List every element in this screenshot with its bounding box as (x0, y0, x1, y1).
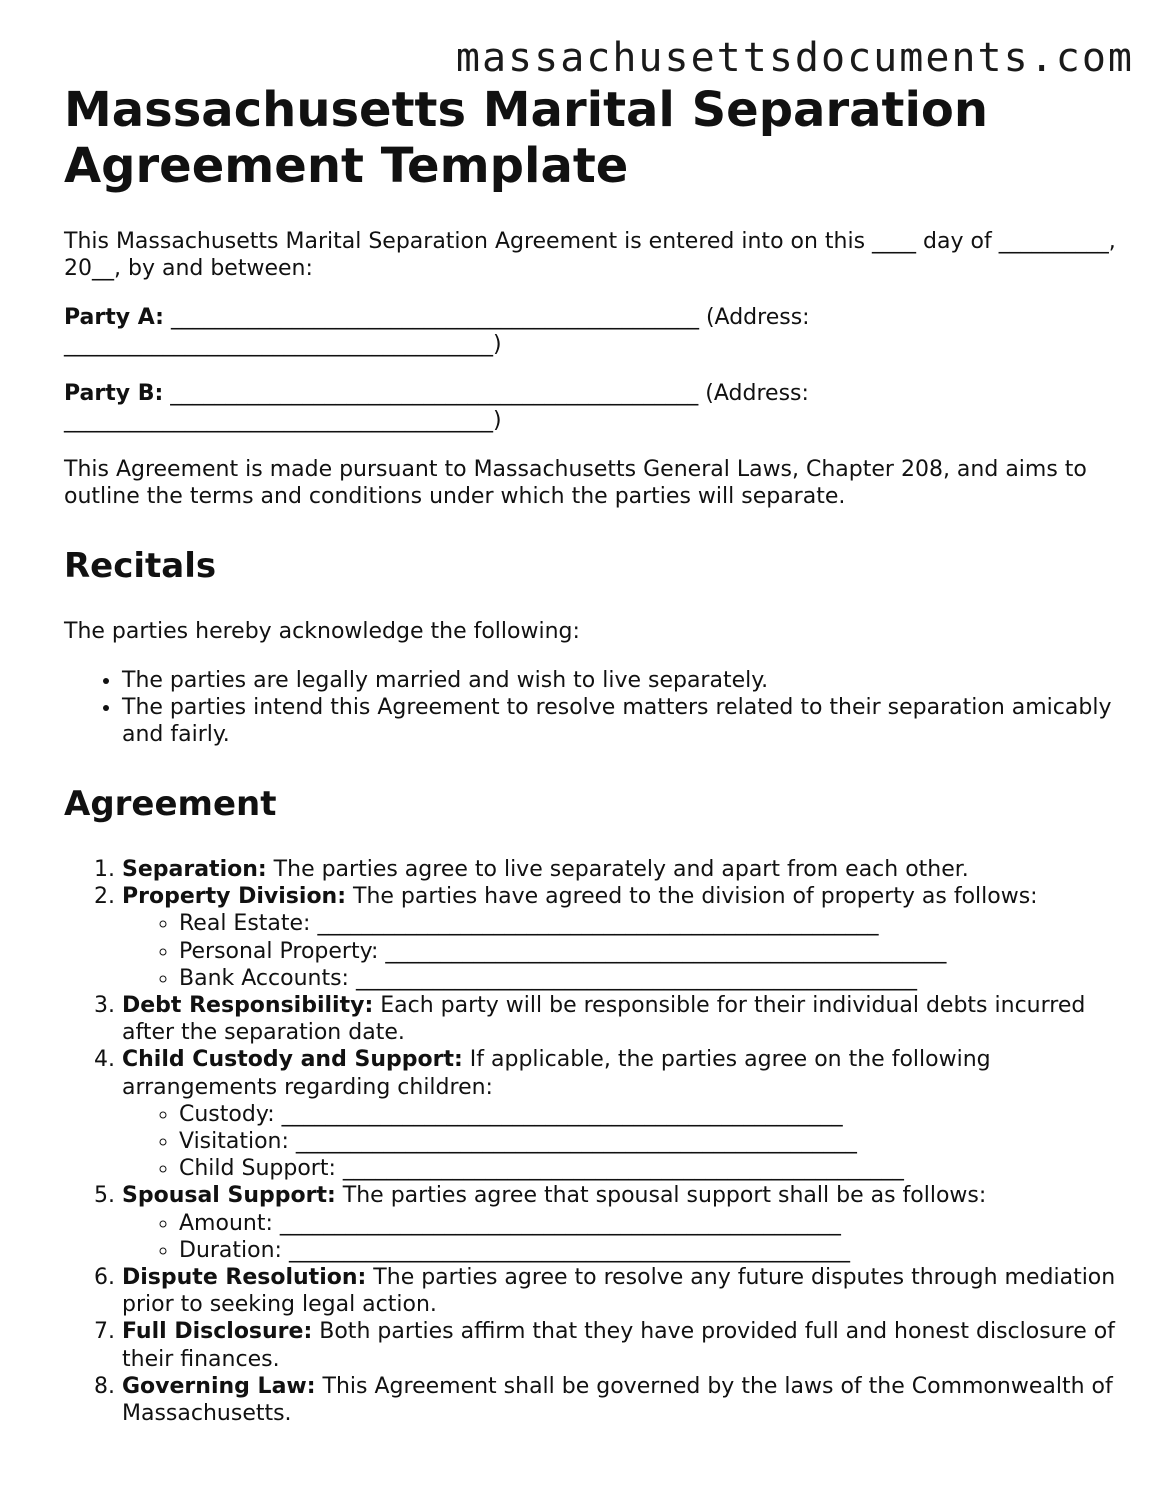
party-b-line (64, 380, 1124, 434)
agreement-item-spousal-support (122, 1182, 1124, 1264)
sub-item-duration: ◦ Duration: ___________________________________________________ (179, 1237, 1124, 1264)
party-b-blank: ________________________________________________ (Address: _______________________________________) (64, 381, 809, 433)
intro-paragraph: This Massachusetts Marital Separation Agreement is entered into on this ____ day of __________, 20__, by and between: (64, 229, 1116, 281)
recital-item: • The parties intend this Agreement to resolve matters related to their separation amicably and fairly. (122, 694, 1124, 748)
party-a-blank: ________________________________________________ (Address: _______________________________________) (64, 305, 810, 357)
agreement-heading: Agreement (64, 784, 277, 824)
agreement-item-property-division (122, 883, 1124, 992)
term-text: This Agreement shall be governed by the laws of the Commonwealth of Massachusetts. (122, 1373, 1113, 1427)
sub-item-amount: ◦ Amount: ___________________________________________________ (179, 1210, 1124, 1237)
term-text: If applicable, the parties agree on the following arrangements regarding children: (122, 1047, 991, 1100)
term-title: Property Division: (122, 884, 347, 910)
agreement-item-separation (122, 856, 1124, 883)
sub-item-real-estate: ◦ Real Estate: ___________________________________________________ (179, 910, 1124, 937)
recital-item: • The parties are legally married and wish to live separately. (122, 667, 1124, 694)
term-text: Both parties affirm that they have provided full and honest disclosure of their finances. (122, 1319, 1115, 1372)
term-title: Dispute Resolution: (122, 1265, 367, 1291)
sub-item-visitation: ◦ Visitation: ___________________________________________________ (179, 1128, 1124, 1155)
party-b-label: Party B: (64, 381, 164, 406)
sub-item-custody: ◦ Custody: ___________________________________________________ (179, 1101, 1124, 1128)
party-a-label: Party A: (64, 305, 164, 330)
sub-item-bank-accounts: ◦ Bank Accounts: ___________________________________________________ (179, 965, 1124, 992)
term-title: Governing Law: (122, 1373, 316, 1399)
property-sublist (122, 910, 1124, 992)
term-title: Separation: (122, 857, 267, 882)
sub-item-child-support: ◦ Child Support: ___________________________________________________ (179, 1155, 1124, 1182)
document-title (64, 82, 1124, 194)
term-text: Each party will be responsible for their individual debts incurred after the separation date. (122, 993, 1086, 1046)
purpose-paragraph: This Agreement is made pursuant to Massachusetts General Laws, Chapter 208, and aims to outline the terms and conditions under which the parties will separate. (64, 457, 1087, 509)
custody-sublist (122, 1101, 1124, 1183)
agreement-item-debt-responsibility (122, 992, 1124, 1046)
recitals-list (64, 667, 1124, 748)
term-text: The parties agree that spousal support shall be as follows: (335, 1183, 987, 1209)
recitals-heading: Recitals (64, 546, 217, 586)
term-text: The parties agree to live separately and apart from each other. (266, 857, 969, 882)
term-text: The parties agree to resolve any future disputes through mediation prior to seeking legal action. (122, 1265, 1116, 1318)
agreement-item-full-disclosure (122, 1318, 1124, 1372)
party-a-line (64, 304, 1124, 358)
term-title: Child Custody and Support: (122, 1047, 463, 1073)
spousal-sublist (122, 1210, 1124, 1264)
agreement-item-child-custody (122, 1046, 1124, 1182)
title-line-2: Agreement Template (64, 138, 629, 194)
watermark-site-name: massachusettsdocuments.com (455, 35, 1134, 81)
document-page (64, 82, 1124, 1427)
agreement-list (64, 856, 1124, 1427)
agreement-item-dispute-resolution (122, 1264, 1124, 1318)
term-title: Full Disclosure: (122, 1319, 313, 1345)
term-text: The parties have agreed to the division of property as follows: (346, 884, 1038, 910)
term-title: Debt Responsibility: (122, 993, 374, 1019)
term-title: Spousal Support: (122, 1183, 336, 1209)
recitals-lead: The parties hereby acknowledge the following: (64, 619, 580, 644)
sub-item-personal-property: ◦ Personal Property: ___________________________________________________ (179, 938, 1124, 965)
title-line-1: Massachusetts Marital Separation (64, 82, 989, 138)
agreement-item-governing-law (122, 1373, 1124, 1427)
